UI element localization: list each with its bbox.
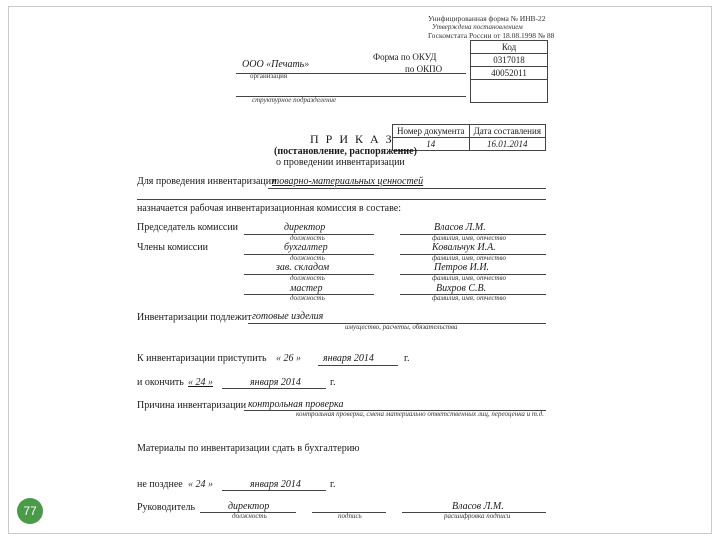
member-2-position: бухгалтер [284, 242, 328, 253]
inv-subject-caption: имущество, расчеты, обязательства [345, 323, 458, 331]
member-3-position: зав. складом [276, 262, 330, 273]
members-label: Члены комиссии [137, 242, 208, 253]
end-day: « 24 » [188, 377, 213, 388]
purpose-label: Для проведения инвентаризации [137, 176, 277, 187]
reason-value: контрольная проверка [248, 399, 344, 410]
end-label: и окончить [137, 377, 184, 388]
deadline-month: января 2014 [250, 479, 301, 490]
end-month: января 2014 [250, 377, 301, 388]
member-4-name-caption: фамилия, имя, отчество [432, 294, 506, 302]
doc-number-header: Номер документа [393, 125, 470, 138]
form-note-2: Утверждена постановлением [432, 23, 523, 31]
inv-subject-value: готовые изделия [252, 311, 324, 322]
start-label: К инвентаризации приступить [137, 353, 267, 364]
deadline-day: « 24 » [188, 479, 213, 490]
head-name: Власов Л.М. [452, 501, 504, 512]
commission-text: назначается рабочая инвентаризационная комиссия в составе: [137, 203, 401, 214]
head-label: Руководитель [137, 502, 196, 513]
member-4-name: Вихров С.В. [436, 283, 487, 294]
start-year-suffix: г. [404, 353, 410, 364]
inv-subject-label: Инвентаризации подлежит [137, 312, 252, 323]
subdiv-caption: структурное подразделение [252, 96, 337, 104]
slide-frame [8, 6, 712, 534]
doc-date: 16.01.2014 [469, 138, 545, 151]
form-note-3: Госкомстата России от 18.08.1998 № 88 [428, 31, 555, 40]
okpo-value: 40052011 [471, 67, 548, 80]
member-1-name: Власов Л.М. [434, 222, 486, 233]
member-4-position-caption: должность [290, 294, 325, 302]
org-caption: организация [250, 72, 288, 80]
member-2-name-caption: фамилия, имя, отчество [432, 254, 506, 262]
member-1-name-caption: фамилия, имя, отчество [432, 234, 506, 242]
okpo-label: по ОКПО [405, 64, 443, 74]
start-day: « 26 » [276, 353, 301, 364]
member-2-name: Ковальчук И.А. [432, 242, 496, 253]
deadline-year-suffix: г. [330, 479, 336, 490]
deadline-label: не позднее [137, 479, 183, 490]
member-4-position: мастер [290, 283, 323, 294]
chair-label: Председатель комиссии [137, 222, 239, 233]
order-title: П Р И К А З [310, 132, 394, 146]
member-3-name-caption: фамилия, имя, отчество [432, 274, 506, 282]
member-1-position: директор [284, 222, 326, 233]
doc-number: 14 [393, 138, 470, 151]
reason-caption: контрольная проверка, смена материально ответственных лиц, переоценка и т.д. [296, 410, 545, 418]
okud-label: Форма по ОКУД [373, 52, 437, 62]
member-3-position-caption: должность [290, 274, 325, 282]
order-subtitle-1: (постановление, распоряжение) [274, 146, 417, 157]
page-number-badge: 77 [17, 498, 43, 524]
order-subtitle-2: о проведении инвентаризации [276, 157, 405, 168]
code-header: Код [471, 41, 548, 54]
okud-value: 0317018 [471, 54, 548, 67]
head-position-caption: должность [232, 512, 267, 520]
org-name: ООО «Печать» [242, 59, 310, 70]
head-position: директор [228, 501, 270, 512]
codes-table [470, 40, 548, 103]
purpose-value: товарно-материальных ценностей [272, 176, 424, 187]
form-note-1: Унифицированная форма № ИНВ-22 [428, 14, 546, 23]
end-year-suffix: г. [330, 377, 336, 388]
head-name-caption: расшифровка подписи [444, 512, 511, 520]
head-sign-caption: подпись [338, 512, 362, 520]
member-2-position-caption: должность [290, 254, 325, 262]
member-3-name: Петров И.И. [434, 262, 490, 273]
member-1-position-caption: должность [290, 234, 325, 242]
reason-label: Причина инвентаризации [137, 400, 247, 411]
doc-date-header: Дата составления [469, 125, 545, 138]
materials-text: Материалы по инвентаризации сдать в бухгалтерию [137, 443, 360, 454]
start-month: января 2014 [323, 353, 374, 364]
